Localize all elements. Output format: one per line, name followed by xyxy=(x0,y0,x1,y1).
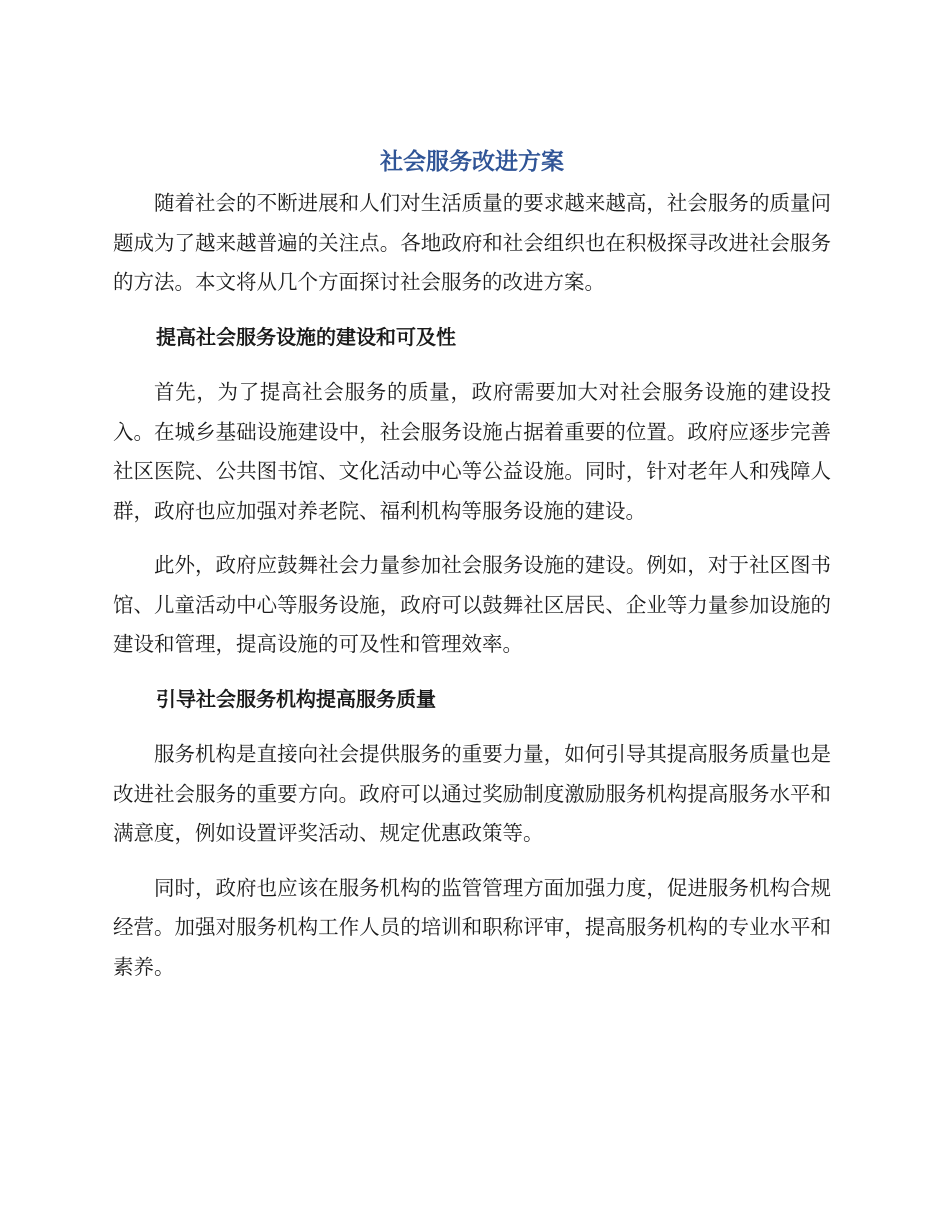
document-page xyxy=(113,140,831,1002)
section-heading-institutions: 引导社会服务机构提高服务质量 xyxy=(156,686,436,711)
section-1-paragraph-1: 首先，为了提高社会服务的质量，政府需要加大对社会服务设施的建设投入。在城乡基础设施建设中，社会服务设施占据着重要的位置。政府应逐步完善社区医院、公共图书馆、文化活动中心等公益设施。同时，针对老年人和残障人群，政府也应加强对养老院、福利机构等服务设施的建设。 xyxy=(113,380,831,523)
section-2-paragraph-2: 同时，政府也应该在服务机构的监管管理方面加强力度，促进服务机构合规经营。加强对服务机构工作人员的培训和职称评审，提高服务机构的专业水平和素养。 xyxy=(113,875,831,979)
section-2-paragraph-1: 服务机构是直接向社会提供服务的重要力量，如何引导其提高服务质量也是改进社会服务的重要方向。政府可以通过奖励制度激励服务机构提高服务水平和满意度，例如设置评奖活动、规定优惠政策等。 xyxy=(113,742,831,845)
section-1-paragraph-2: 此外，政府应鼓舞社会力量参加社会服务设施的建设。例如，对于社区图书馆、儿童活动中心等服务设施，政府可以鼓舞社区居民、企业等力量参加设施的建设和管理，提高设施的可及性和管理效率。 xyxy=(113,553,831,656)
section-heading-facilities: 提高社会服务设施的建设和可及性 xyxy=(156,324,456,349)
document-title: 社会服务改进方案 xyxy=(380,149,564,175)
intro-paragraph: 随着社会的不断进展和人们对生活质量的要求越来越高，社会服务的质量问题成为了越来越普遍的关注点。各地政府和社会组织也在积极探寻改进社会服务的方法。本文将从几个方面探讨社会服务的改进方案。 xyxy=(113,191,831,294)
